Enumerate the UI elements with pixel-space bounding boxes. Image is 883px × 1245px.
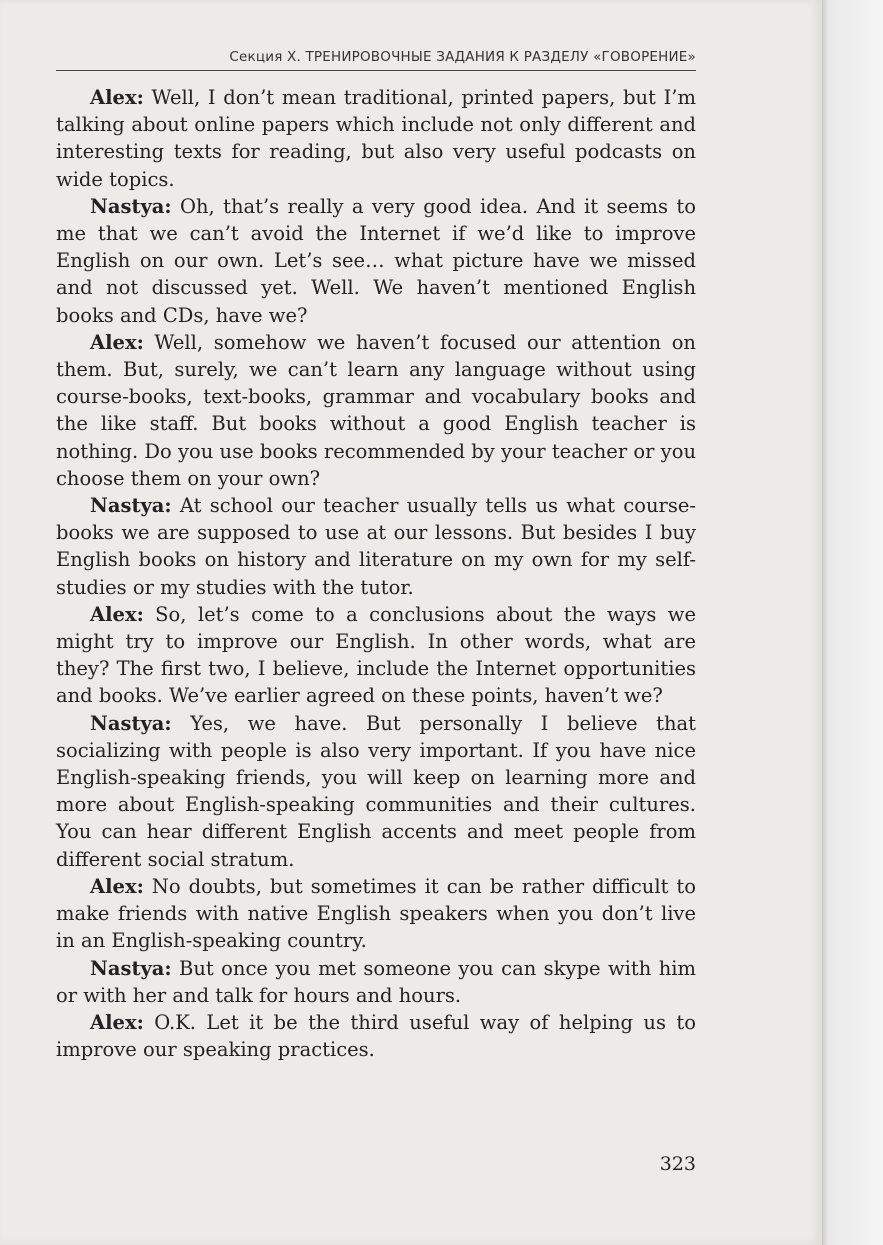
dialogue-paragraph (56, 710, 696, 873)
dialogue-paragraph (56, 84, 696, 193)
dialogue-paragraph (56, 329, 696, 492)
dialogue-line: Well, I don’t mean traditional, printed papers, but I’m talking about online papers which include not only different and interesting texts for reading, but also very useful podcasts on wide topics. (56, 86, 696, 191)
dialogue-paragraph (56, 601, 696, 710)
dialogue-line: Yes, we have. But personally I believe that socializing with people is also very important. If you have nice English-speaking friends, you will keep on learning more and more about English-speaking communities and their cultures. You can hear different English accents and meet people from different social stratum. (56, 711, 696, 871)
speaker-name: Alex: (90, 602, 144, 626)
speaker-name: Nastya: (90, 494, 172, 518)
speaker-name: Nastya: (90, 711, 172, 735)
running-header-title: Секция X. ТРЕНИРОВОЧНЫЕ ЗАДАНИЯ К РАЗДЕЛУ «ГОВОРЕНИЕ» (229, 49, 696, 65)
dialogue-line: So, let’s come to a conclusions about the ways we might try to improve our English. In other words, what are they? The first two, I believe, include the Internet opportunities and books. We’ve earlier agreed on these points, haven’t we? (56, 602, 696, 708)
dialogue-paragraph (56, 492, 696, 601)
dialogue-line: At school our teacher usually tells us what course-books we are supposed to use at our lessons. But besides I buy English books on history and literature on my own for my self-studies or my studies with the tutor. (56, 494, 696, 599)
dialogue-line: But once you met someone you can skype with him or with her and talk for hours and hours. (56, 956, 696, 1007)
dialogue-paragraph (56, 1009, 696, 1063)
dialogue-paragraph (56, 955, 696, 1009)
running-header (56, 44, 696, 71)
dialogue-line: Well, somehow we haven’t focused our attention on them. But, surely, we can’t learn any language without using course-books, text-books, grammar and vocabulary books and the like staff. But books without a good English teacher is nothing. Do you use books recommended by your teacher or you choose them on your own? (56, 330, 696, 490)
dialogue-line: Oh, that’s really a very good idea. And it seems to me that we can’t avoid the Internet if we’d like to improve English on our own. Let’s see… what picture have we missed and not discussed yet. Well. We haven’t mentioned English books and CDs, have we? (56, 194, 696, 327)
dialogue-text (56, 84, 696, 1063)
page-number: 323 (659, 1153, 696, 1175)
page-edge-strip (822, 0, 883, 1245)
speaker-name: Alex: (90, 330, 144, 354)
speaker-name: Alex: (90, 874, 144, 898)
dialogue-paragraph (56, 873, 696, 955)
speaker-name: Nastya: (90, 956, 172, 980)
speaker-name: Alex: (90, 1010, 144, 1034)
dialogue-line: O.K. Let it be the third useful way of helping us to improve our speaking practices. (56, 1010, 696, 1062)
dialogue-paragraph (56, 193, 696, 329)
speaker-name: Alex: (90, 86, 144, 109)
dialogue-line: No doubts, but sometimes it can be rather difficult to make friends with native English speakers when you don’t live in an English-speaking country. (56, 874, 696, 953)
speaker-name: Nastya: (90, 194, 172, 218)
